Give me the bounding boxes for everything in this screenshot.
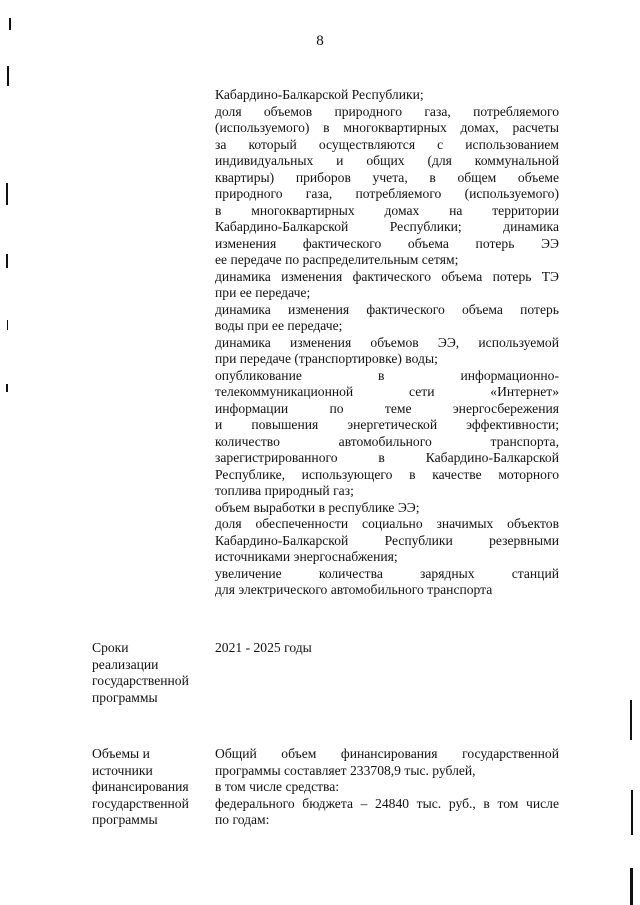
text-line: и повышения энергетической эффективности;	[215, 417, 559, 432]
scan-artifact	[6, 183, 8, 205]
text-line: изменения фактического объема потерь ЭЭ	[215, 235, 559, 251]
page-number: 8	[316, 33, 324, 49]
text-line: Республике, использующего в качестве моторного	[215, 466, 559, 482]
scan-artifact	[6, 254, 8, 268]
financing-value	[215, 746, 559, 829]
text-line: доля объемов природного газа, потребляемого	[215, 103, 559, 119]
label-line: программы	[92, 689, 158, 705]
text-line: индивидуальных и общих (для коммунальной	[215, 153, 559, 168]
target-indicators-text	[215, 87, 559, 599]
text-line: при передаче (транспортировке) воды;	[215, 351, 438, 366]
text-line: доля обеспеченности социально значимых объектов	[215, 516, 559, 531]
text-line: увеличение количества зарядных станций	[215, 565, 559, 581]
text-line: для электрического автомобильного транспорта	[215, 582, 493, 597]
timing-value-text: 2021 - 2025 годы	[215, 640, 312, 655]
text-line: информации по теме энергосбережения	[215, 400, 559, 416]
text-line: при ее передаче;	[215, 285, 311, 300]
text-line: источниками энергоснабжения;	[215, 549, 398, 564]
text-line: топлива природный газ;	[215, 483, 354, 498]
text-line: (используемого) в многоквартирных домах, расчеты	[215, 120, 559, 135]
label-line: реализации	[92, 656, 159, 672]
label-line: Сроки	[92, 640, 129, 655]
text-line: объем выработки в республике ЭЭ;	[215, 499, 420, 515]
scan-artifact	[6, 384, 8, 392]
scan-artifact	[7, 66, 9, 86]
label-line: Объемы и	[92, 746, 150, 761]
text-line: в многоквартирных домах на территории	[215, 202, 559, 218]
text-line: динамика изменения объемов ЭЭ, используемой	[215, 334, 559, 350]
text-line: квартиры) приборов учета, в общем объеме	[215, 169, 559, 185]
text-line: ее передаче по распределительным сетям;	[215, 252, 459, 267]
financing-label	[92, 746, 212, 829]
text-line: Общий объем финансирования государственной	[215, 746, 559, 761]
text-line: природного газа, потребляемого (используемого)	[215, 186, 559, 201]
text-line: программы составляет 233708,9 тыс. рублей,	[215, 762, 476, 778]
text-line: воды при ее передаче;	[215, 318, 343, 333]
text-line: динамика изменения фактического объема потерь ТЭ	[215, 268, 559, 284]
scan-artifact	[9, 18, 11, 30]
scan-artifact	[631, 790, 633, 835]
timing-value	[215, 640, 559, 657]
text-line: количество автомобильного транспорта,	[215, 433, 559, 449]
text-line: телекоммуникационной сети «Интернет»	[215, 384, 559, 399]
text-line: динамика изменения фактического объема потерь	[215, 301, 559, 317]
scan-artifact	[7, 320, 8, 330]
timing-label	[92, 640, 212, 706]
label-line: программы	[92, 812, 158, 827]
label-line: государственной	[92, 673, 189, 688]
label-line: государственной	[92, 795, 189, 811]
scan-artifact	[630, 700, 632, 740]
text-line: Кабардино-Балкарской Республики резервными	[215, 532, 559, 548]
scan-artifact	[630, 868, 633, 905]
text-line: зарегистрированного в Кабардино-Балкарской	[215, 450, 559, 465]
text-line: по годам:	[215, 812, 270, 827]
text-line: в том числе средства:	[215, 779, 340, 794]
text-line: Кабардино-Балкарской Республики;	[215, 87, 424, 102]
label-line: источники	[92, 762, 153, 778]
text-line: федерального бюджета – 24840 тыс. руб., в том числе	[215, 795, 559, 811]
label-line: финансирования	[92, 779, 189, 794]
text-line: опубликование в информационно-	[215, 367, 559, 383]
text-line: за который осуществляются с использованием	[215, 136, 559, 152]
text-line: Кабардино-Балкарской Республики; динамика	[215, 219, 559, 234]
